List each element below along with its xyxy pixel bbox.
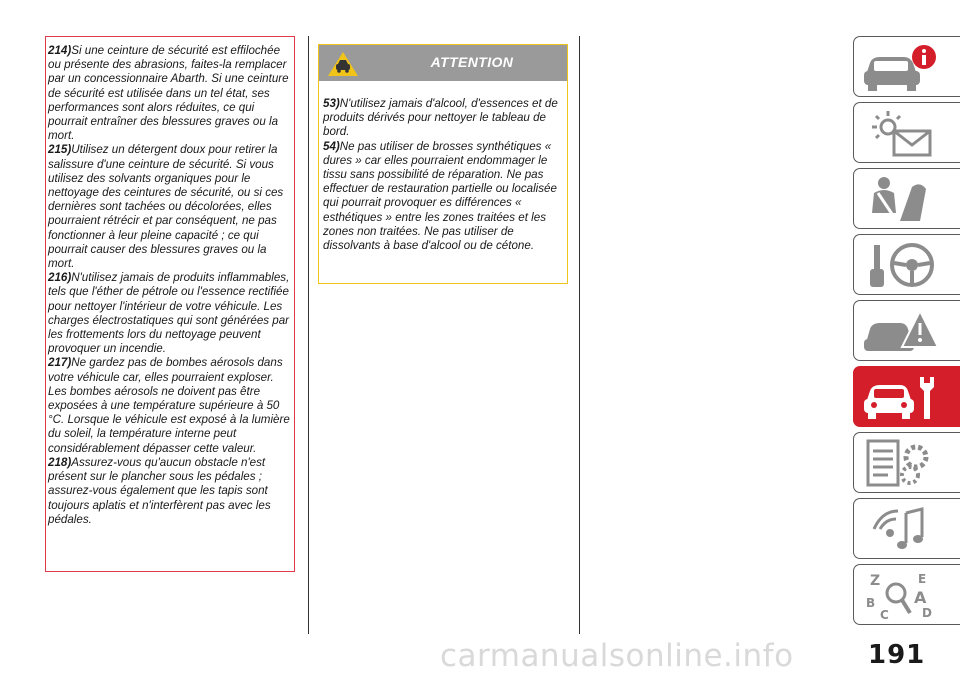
warning-216: 216)N'utilisez jamais de produits inflammables, tels que l'éther de pétrole ou l'essence rectifiée pour nettoyer l'intérieur de votre véhicule. Les charges électrostatiques qui sont générées par les frottements lors du nettoyage peuvent provoquer un incendie. <box>48 271 290 356</box>
svg-text:B: B <box>866 596 876 610</box>
attention-body <box>319 81 567 253</box>
warning-lights-icon <box>860 107 940 159</box>
svg-text:C: C <box>880 608 889 621</box>
technical-data-icon <box>860 437 940 489</box>
column-divider-right <box>579 36 580 634</box>
attention-title: ATTENTION <box>430 54 514 70</box>
car-maintenance-icon <box>860 371 940 423</box>
car-info-icon <box>860 41 940 93</box>
warning-215: 215)Utilisez un détergent doux pour retirer la salissure d'une ceinture de sécurité. Si vous utilisez des solvants organiques pour le nettoyage des ceintures de sécurité, ou si ces dernières sont tachées ou décolorées, elles pourraient rétrécir et par conséquent, ne pas fonctionner à leur pleine capacité ; ce qui pourrait causer des blessures graves ou la mort. <box>48 143 284 271</box>
tab-car-info[interactable] <box>853 36 960 97</box>
steering-wheel-key-icon <box>860 239 940 291</box>
accident-icon <box>860 305 940 357</box>
tab-accident[interactable] <box>853 300 960 361</box>
attention-item-53: 53)N'utilisez jamais d'alcool, d'essences et de produits dérivés pour nettoyer le tableau de bord. <box>323 97 558 139</box>
attention-header <box>319 45 567 81</box>
warning-217: 217)Ne gardez pas de bombes aérosols dans votre véhicule car, elles pourraient exploser. Les bombes aérosols ne doivent pas être exposées à une température supérieure à 50 °C. Lorsque le véhicule est exposé à la lumière du soleil, la température interne peut considérablement dépasser cette valeur. <box>48 356 290 455</box>
svg-text:Z: Z <box>870 573 881 589</box>
attention-item-54: 54)Ne pas utiliser de brosses synthétiques « dures » car elles pourraient endommager le tissu sans possibilité de réparation. Ne pas effectuer de restauration partielle ou localisée qui pourrait provoquer es différences « esthétiques » entre les zones traitées et les zones non traitées. Ne pas utiliser de dissolvants à base d'alcool ou de cétone. <box>323 139 557 253</box>
tab-index[interactable] <box>853 564 960 625</box>
tab-steering-key[interactable] <box>853 234 960 295</box>
attention-box <box>318 44 568 284</box>
warning-218: 218)Assurez-vous qu'aucun obstacle n'est présent sur le plancher sous les pédales ; assurez-vous également que les tapis sont toujours aplatis et n'interfèrent pas avec les pédales. <box>48 455 271 526</box>
tab-car-maintenance[interactable] <box>853 366 960 427</box>
multimedia-icon <box>860 503 940 555</box>
tab-multimedia[interactable] <box>853 498 960 559</box>
column-divider-left <box>308 36 309 634</box>
watermark: carmanualsonline.info <box>440 638 794 674</box>
warnings-box <box>45 36 295 572</box>
seat-safety-icon <box>860 173 940 225</box>
tab-seat-safety[interactable] <box>853 168 960 229</box>
svg-text:D: D <box>922 606 932 620</box>
warning-214: 214)Si une ceinture de sécurité est effilochée ou présente des abrasions, faites-la remplacer par un concessionnaire Abarth. Si une ceinture de sécurité est utilisée dans un tel état, ses performances sont alors réduites, ce qui pourrait entraîner des blessures graves ou la mort. <box>48 44 289 143</box>
index-icon <box>860 569 940 621</box>
svg-text:E: E <box>918 572 927 586</box>
svg-text:A: A <box>914 588 927 607</box>
page-number: 191 <box>868 640 926 670</box>
tab-warning-lights[interactable] <box>853 102 960 163</box>
tab-technical-data[interactable] <box>853 432 960 493</box>
